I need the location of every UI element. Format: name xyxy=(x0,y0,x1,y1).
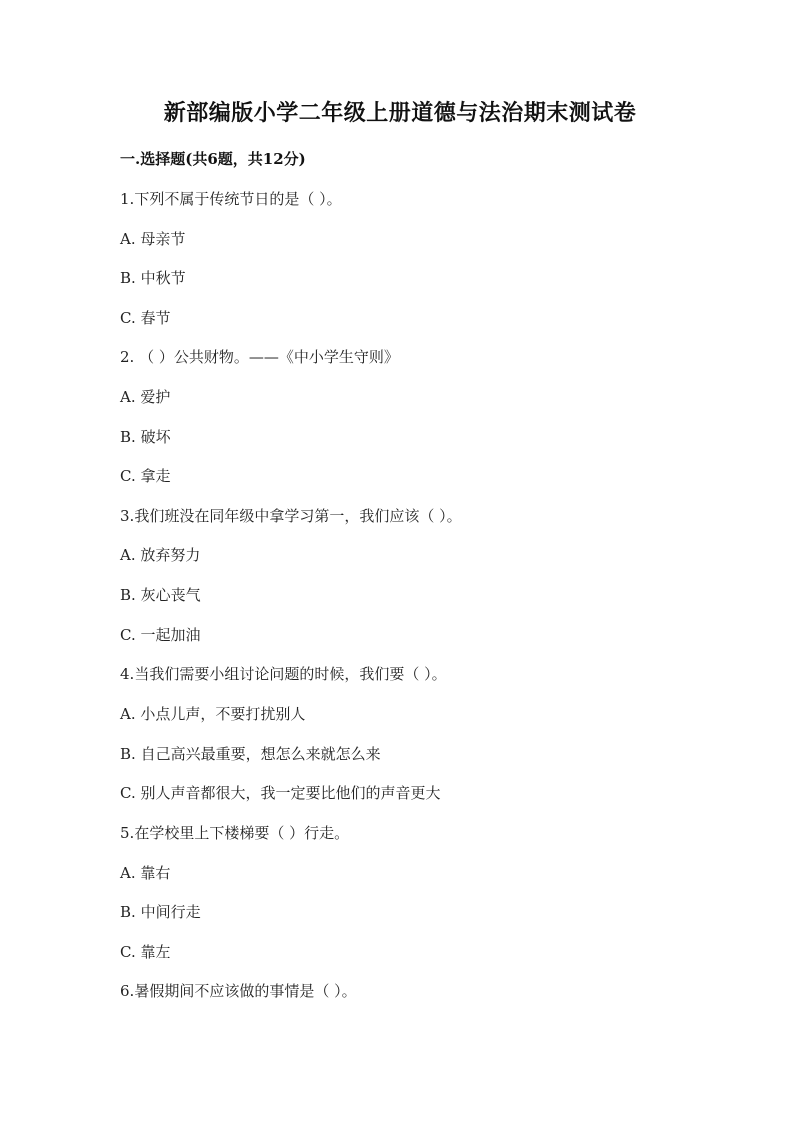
question-5-option-a xyxy=(120,862,170,883)
option-letter: C. xyxy=(120,784,136,802)
question-2-option-a xyxy=(120,386,170,407)
option-letter: A. xyxy=(120,705,136,723)
option-text: 母亲节 xyxy=(140,230,186,248)
question-1-option-a xyxy=(120,228,185,249)
option-letter: C. xyxy=(120,943,136,961)
question-4-option-b xyxy=(120,743,381,764)
question-5-stem xyxy=(120,822,349,843)
question-4-stem xyxy=(120,663,447,684)
question-2-option-c xyxy=(120,465,171,486)
question-6-stem xyxy=(120,980,357,1001)
option-text: 自己高兴最重要，想怎么来就怎么来 xyxy=(140,745,381,763)
question-number: 5. xyxy=(120,824,135,842)
question-4-option-a xyxy=(120,703,305,724)
question-2-stem xyxy=(120,346,399,367)
question-text: 暑假期间不应该做的事情是（ ）。 xyxy=(134,982,357,1000)
question-3-stem xyxy=(120,505,462,526)
option-text: 放弃努力 xyxy=(140,546,201,564)
option-text: 别人声音都很大，我一定要比他们的声音更大 xyxy=(140,784,441,802)
option-text: 靠左 xyxy=(140,943,171,961)
question-number: 3. xyxy=(120,507,135,525)
option-letter: C. xyxy=(120,626,136,644)
option-text: 小点儿声，不要打扰别人 xyxy=(140,705,306,723)
option-text: 爱护 xyxy=(140,388,171,406)
question-1-option-b xyxy=(120,267,186,288)
option-text: 破坏 xyxy=(140,428,171,446)
option-letter: B. xyxy=(120,269,136,287)
option-letter: B. xyxy=(120,586,136,604)
option-text: 中秋节 xyxy=(140,269,186,287)
question-text: 在学校里上下楼梯要（ ）行走。 xyxy=(134,824,350,842)
question-1-stem xyxy=(120,188,342,209)
option-letter: B. xyxy=(120,903,136,921)
question-number: 2. xyxy=(120,348,135,366)
option-text: 拿走 xyxy=(140,467,171,485)
option-text: 春节 xyxy=(140,309,171,327)
option-text: 一起加油 xyxy=(140,626,201,644)
question-4-option-c xyxy=(120,782,441,803)
question-5-option-c xyxy=(120,941,171,962)
question-text: 我们班没在同年级中拿学习第一，我们应该（ ）。 xyxy=(134,507,462,525)
question-text: 当我们需要小组讨论问题的时候，我们要（ ）。 xyxy=(134,665,447,683)
option-letter: C. xyxy=(120,309,136,327)
option-text: 灰心丧气 xyxy=(140,586,201,604)
option-letter: B. xyxy=(120,745,136,763)
question-2-option-b xyxy=(120,426,171,447)
page-title: 新部编版小学二年级上册道德与法治期末测试卷 xyxy=(163,100,637,126)
option-letter: B. xyxy=(120,428,136,446)
question-number: 4. xyxy=(120,665,135,683)
section-heading: 一.选择题(共6题，共12分) xyxy=(120,150,306,168)
question-number: 1. xyxy=(120,190,135,208)
question-3-option-a xyxy=(120,544,200,565)
question-text: 下列不属于传统节日的是（ ）。 xyxy=(134,190,342,208)
option-letter: A. xyxy=(120,546,136,564)
question-number: 6. xyxy=(120,982,135,1000)
option-letter: A. xyxy=(120,230,136,248)
option-letter: C. xyxy=(120,467,136,485)
question-3-option-b xyxy=(120,584,201,605)
option-text: 靠右 xyxy=(140,864,171,882)
option-letter: A. xyxy=(120,388,136,406)
option-letter: A. xyxy=(120,864,136,882)
question-text: （ ）公共财物。——《中小学生守则》 xyxy=(139,348,399,366)
question-1-option-c xyxy=(120,307,171,328)
question-3-option-c xyxy=(120,624,201,645)
question-5-option-b xyxy=(120,901,201,922)
option-text: 中间行走 xyxy=(140,903,201,921)
